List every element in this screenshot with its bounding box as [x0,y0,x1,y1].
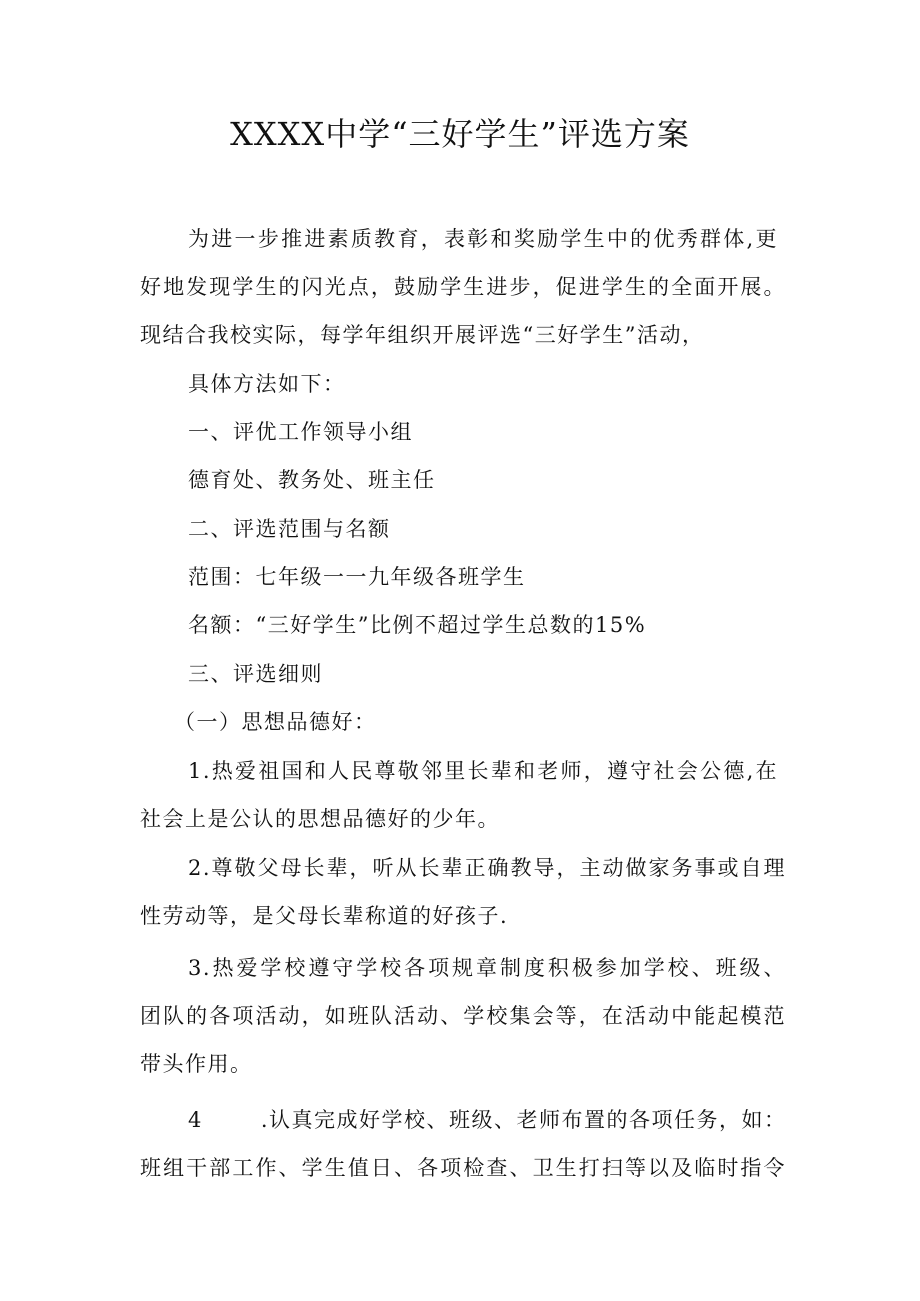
section-2-quota: 名额：“三好学生”比例不超过学生总数的15% [188,613,647,637]
intro-line-3: 现结合我校实际，每学年组织开展评选“三好学生”活动， [140,323,705,347]
section-2-scope: 范围：七年级一一九年级各班学生 [188,565,526,589]
item-4-number: 4 [188,1108,203,1132]
section-1-content: 德育处、教务处、班主任 [188,468,436,492]
item-2-line-2: 性劳动等，是父母长辈称道的好孩子. [140,904,509,928]
method-intro: 具体方法如下： [188,372,346,396]
intro-line-2: 好地发现学生的闪光点，鼓励学生进步，促进学生的全面开展。 [140,275,786,299]
item-3-line-1: 3.热爱学校遵守学校各项规章制度积极参加学校、班级、 [188,956,786,980]
item-1-line-1: 1.热爱祖国和人民尊敬邻里长辈和老师，遵守社会公德,在 [188,759,778,783]
section-3-heading: 三、评选细则 [188,662,323,686]
section-1-heading: 一、评优工作领导小组 [188,420,413,444]
item-4-line-2: 班组干部工作、学生值日、各项检查、卫生打扫等以及临时指令 [140,1156,786,1180]
document-title: XXXX中学“三好学生”评选方案 [230,115,690,153]
item-3-line-2: 团队的各项活动，如班队活动、学校集会等，在活动中能起模范 [140,1004,786,1028]
section-3-subheading-1: （一）思想品德好： [174,710,377,734]
item-4-line-1 [188,1105,788,1135]
item-3-line-3: 带头作用。 [140,1052,253,1076]
item-1-line-2: 社会上是公认的思想品德好的少年。 [140,807,500,831]
section-2-heading: 二、评选范围与名额 [188,517,391,541]
item-2-line-1: 2.尊敬父母长辈，听从长辈正确教导，主动做家务事或自理 [188,856,786,880]
intro-line-1: 为进一步推进素质教育，表彰和奖励学生中的优秀群体,更 [188,227,778,251]
item-4-text: .认真完成好学校、班级、老师布置的各项任务，如： [260,1108,787,1132]
